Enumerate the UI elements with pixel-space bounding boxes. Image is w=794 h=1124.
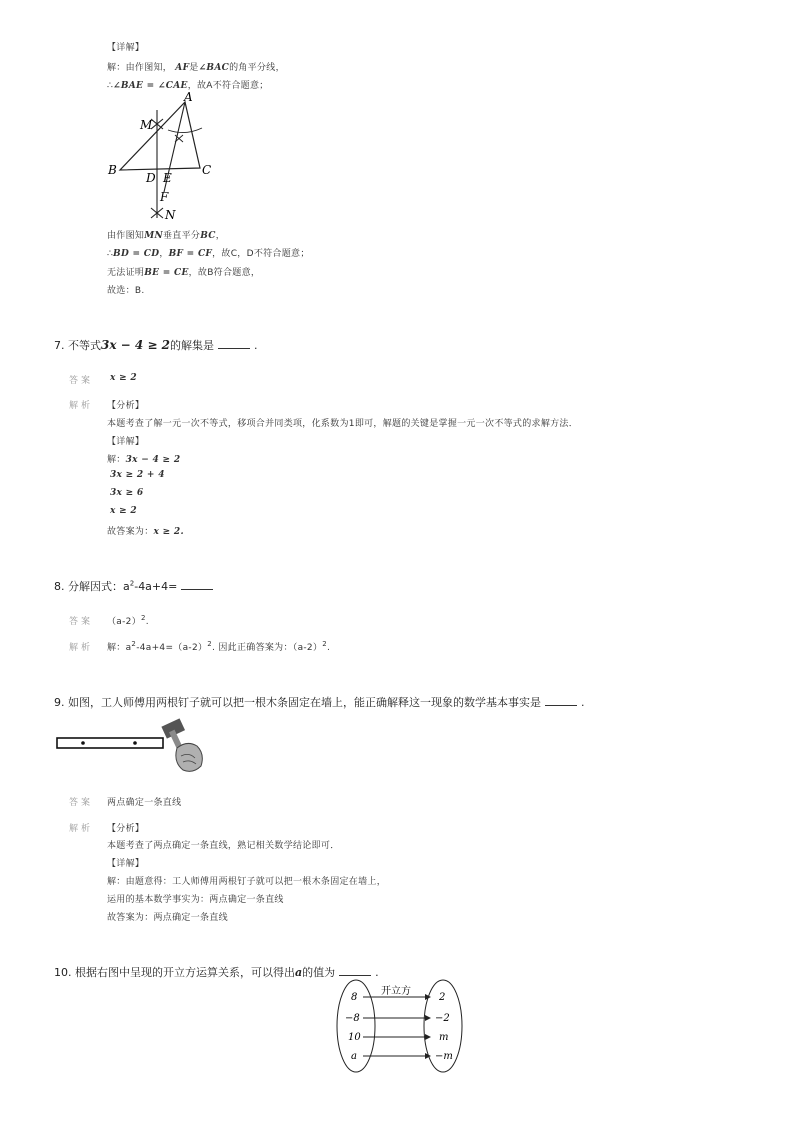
q10-number: 10. <box>54 966 72 979</box>
q10-stem-post: 的值为 <box>302 966 336 979</box>
q6-line3-math: MN <box>144 231 163 241</box>
q7-number: 7. <box>54 339 65 352</box>
q8-analysis-mid2: . 因此正确答案为：（a-2） <box>212 643 323 653</box>
q6-line3-pre: 由作图知 <box>107 231 145 241</box>
q8-analysis <box>107 640 330 653</box>
q6-line5-math: BE = CE <box>144 268 189 278</box>
q8-answer-end: . <box>145 617 149 627</box>
left-value-2: −8 <box>345 1013 360 1024</box>
q9-detail1: 解：由题意得：工人师傅用两根钉子就可以把一根木条固定在墙上， <box>107 877 387 887</box>
q8-stem-post: -4a+4= <box>134 580 178 593</box>
wood-strip <box>57 738 163 748</box>
q7-analysis-label: 解析 <box>69 401 94 411</box>
q7-stem-math: 3x − 4 ≥ 2 <box>101 338 171 352</box>
q8-analysis-mid: -4a+4=（a-2） <box>136 643 208 653</box>
label-n: N <box>165 208 176 222</box>
q8-analysis-end: . <box>327 643 331 653</box>
q10-stem-end: . <box>375 966 379 979</box>
nail-2 <box>133 741 137 745</box>
label-d: D <box>146 171 156 185</box>
q8-answer-blank <box>181 580 213 590</box>
q9-stem-text: 如图，工人师傅用两根钉子就可以把一根木条固定在墙上，能正确解释这一现象的数学基本事实是 <box>68 696 541 709</box>
q7-stem-end: . <box>254 339 258 352</box>
q10-stem-math: a <box>295 966 303 979</box>
q9-stem <box>54 694 585 710</box>
q8-stem-sup: 2 <box>129 579 135 588</box>
q10-answer-blank <box>339 966 371 976</box>
q8-analysis-sup1: 2 <box>131 640 137 648</box>
q8-answer-label: 答案 <box>69 617 94 627</box>
q6-line2-math: ∠BAE = ∠CAE <box>113 81 188 91</box>
q9-answer-blank <box>545 696 577 706</box>
q7-step1: 3x ≥ 2 + 4 <box>110 470 165 480</box>
q6-line4-math2: BF = CF <box>168 249 213 259</box>
q6-line5-post: ，故B符合题意， <box>188 268 261 278</box>
right-value-3: m <box>439 1032 449 1043</box>
q9-detail2: 运用的基本数学事实为：两点确定一条直线 <box>107 895 284 905</box>
mapping-row-4 <box>351 1051 453 1062</box>
q9-wood-strip-figure <box>55 712 215 778</box>
left-value-4: a <box>351 1051 357 1062</box>
q6-line1-math: AF <box>175 63 190 73</box>
q7-answer-label: 答案 <box>69 376 94 386</box>
q10-stem <box>54 964 379 980</box>
q6-line4 <box>107 246 310 259</box>
mapping-row-2 <box>345 1013 450 1024</box>
right-value-2: −2 <box>435 1013 450 1024</box>
q6-line2-post: ，故A不符合题意； <box>187 81 269 91</box>
q9-analysis-label: 解析 <box>69 824 94 834</box>
q9-answer-label: 答案 <box>69 798 94 808</box>
q10-stem-pre: 根据右图中呈现的开立方运算关系，可以得出 <box>75 966 295 979</box>
q9-number: 9. <box>54 696 65 709</box>
q8-analysis-pre: 解：a <box>107 643 132 653</box>
label-e: E <box>163 171 172 185</box>
q7-answer-blank <box>218 339 250 349</box>
q8-answer-sup: 2 <box>141 614 146 622</box>
q7-step0 <box>107 452 180 465</box>
q7-stem-pre: 不等式 <box>68 339 101 352</box>
q8-number: 8. <box>54 580 65 593</box>
q6-line1-pre: 解：由作图知， <box>107 63 173 73</box>
q8-answer-text: （a-2） <box>107 617 141 627</box>
q7-stem-post: 的解集是 <box>170 339 215 352</box>
q7-step0-pre: 解： <box>107 455 126 465</box>
q6-line1-math2: ∠BAC <box>198 63 230 73</box>
q7-analysis-text: 本题考查了解一元一次不等式，移项合并同类项，化系数为1即可，解题的关键是掌握一元一次不等式的求解方法． <box>107 419 579 429</box>
q6-detail-tag: 【详解】 <box>107 43 145 53</box>
mapping-row-3 <box>348 1032 448 1043</box>
q8-answer <box>107 614 149 627</box>
q6-line1-mid: 是 <box>189 63 199 73</box>
q8-analysis-label: 解析 <box>69 643 94 653</box>
q6-line3-math2: BC <box>200 231 216 241</box>
hammer-icon <box>161 718 202 771</box>
label-m: M <box>140 118 153 132</box>
q9-detail3: 故答案为：两点确定一条直线 <box>107 913 228 923</box>
q9-answer: 两点确定一条直线 <box>107 798 182 808</box>
q6-line5 <box>107 265 260 278</box>
q9-analysis-tag: 【分析】 <box>107 824 145 834</box>
label-a: A <box>184 90 193 104</box>
q6-line4-post: ，故C，D不符合题意； <box>212 249 310 259</box>
q7-step2: 3x ≥ 6 <box>110 488 144 498</box>
q7-stem <box>54 337 258 353</box>
right-value-1: 2 <box>439 992 446 1003</box>
left-value-1: 8 <box>351 992 358 1003</box>
left-value-3: 10 <box>348 1032 361 1043</box>
q6-triangle-figure <box>100 90 230 225</box>
label-f: F <box>160 190 169 204</box>
diagram-title: 开立方 <box>381 986 411 997</box>
q6-line1-post: 的角平分线， <box>229 63 285 73</box>
q10-cube-root-mapping-diagram <box>335 980 465 1078</box>
q7-step3: x ≥ 2 <box>110 506 137 516</box>
q7-analysis-tag: 【分析】 <box>107 401 145 411</box>
q6-line3 <box>107 228 225 241</box>
label-b: B <box>108 163 117 177</box>
q7-final-math: x ≥ 2. <box>153 527 184 537</box>
q8-analysis-sup3: 2 <box>322 640 328 648</box>
arc-a <box>168 128 202 133</box>
q6-line4-sep: ， <box>159 249 169 259</box>
q7-step0-math: 3x − 4 ≥ 2 <box>125 455 181 465</box>
q8-analysis-sup2: 2 <box>207 640 213 648</box>
triangle-abc <box>120 102 200 170</box>
q8-stem-pre: 分解因式：a <box>68 580 130 593</box>
q6-line6: 故选：B. <box>107 286 145 296</box>
q9-analysis-text: 本题考查了两点确定一条直线，熟记相关数学结论即可． <box>107 841 340 851</box>
q6-line4-math: BD = CD <box>113 249 160 259</box>
q6-line3-end: ， <box>215 231 226 241</box>
q6-line3-post: 垂直平分 <box>163 231 201 241</box>
q6-line4-pre: ∴ <box>107 249 114 259</box>
right-value-4: −m <box>435 1051 453 1062</box>
q6-line5-pre: 无法证明 <box>107 268 145 278</box>
q9-detail-tag: 【详解】 <box>107 859 145 869</box>
q7-final-pre: 故答案为： <box>107 527 154 537</box>
q9-stem-end: . <box>581 696 585 709</box>
label-c: C <box>202 163 212 177</box>
q6-line1 <box>107 60 285 73</box>
q7-detail-tag: 【详解】 <box>107 437 145 447</box>
q6-line2-pre: ∴ <box>107 81 114 91</box>
nail-1 <box>81 741 85 745</box>
q7-final <box>107 524 184 537</box>
q7-answer: x ≥ 2 <box>110 373 137 383</box>
q8-stem <box>54 578 217 594</box>
